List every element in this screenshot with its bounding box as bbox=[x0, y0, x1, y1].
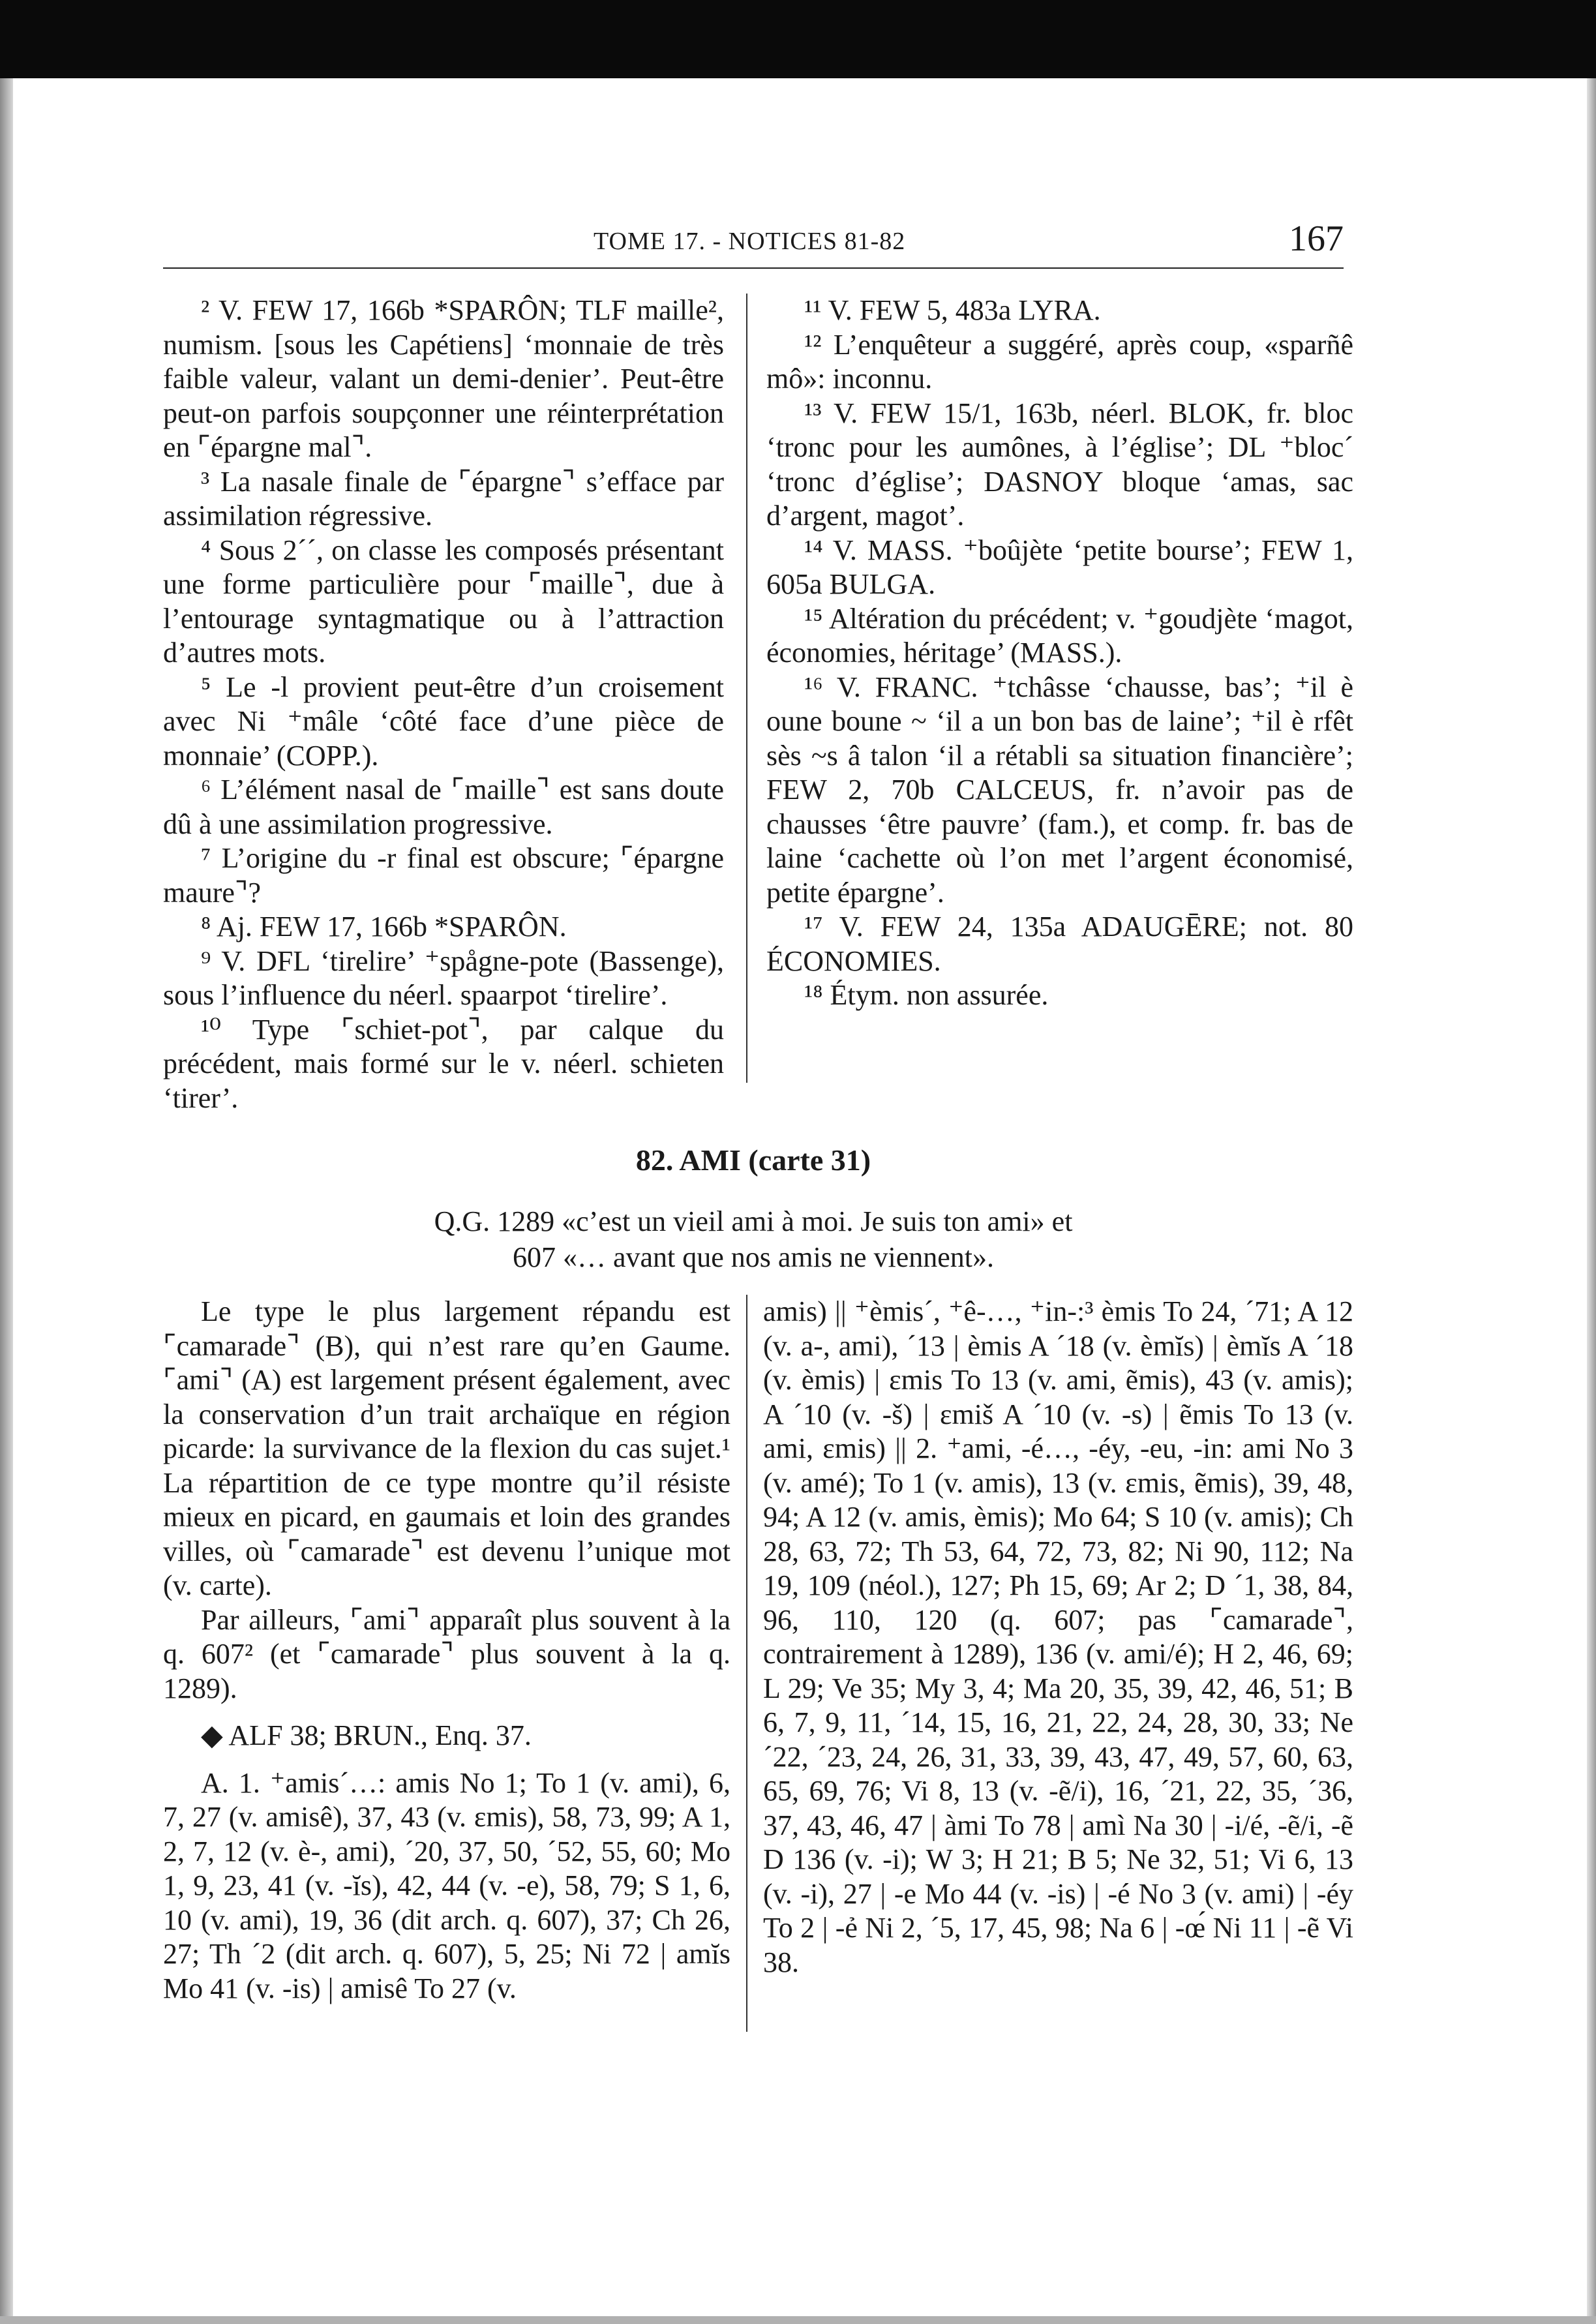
page-header bbox=[163, 215, 1344, 269]
page-number: 167 bbox=[1289, 219, 1344, 259]
footnote: ² V. FEW 17, 166b *SPARÔN; TLF maille², numism. [sous les Capétiens] ‘monnaie de très faible valeur, valant un demi-denier’. Peut-être peut-on parfois soupçonner une réinterprétation en ⌜épargne mal⌝. bbox=[163, 294, 724, 463]
footnote: ¹⁸ Étym. non assurée. bbox=[804, 979, 1049, 1011]
footnotes-left-column bbox=[163, 294, 724, 1115]
section-questions bbox=[163, 1203, 1344, 1275]
footnote: ¹⁴ V. MASS. ⁺boûjète ‘petite bourse’; FEW 1, 605a BULGA. bbox=[766, 534, 1353, 600]
footnote: ¹¹ V. FEW 5, 483a LYRA. bbox=[804, 294, 1101, 326]
running-title: TOME 17. - NOTICES 81-82 bbox=[594, 228, 906, 255]
questions-line: 607 «… avant que nos amis ne viennent». bbox=[512, 1241, 995, 1273]
footnote: ⁶ L’élément nasal de ⌜maille⌝ est sans doute dû à une assimilation progressive. bbox=[163, 774, 724, 840]
column-divider bbox=[746, 1295, 747, 2032]
body-paragraph: amis) || ⁺èmis´, ⁺ê-…, ⁺in-:³ èmis To 24, ´71; A 12 (v. a-, ami), ´13 | èmis A ´18 (v. èmĭs) | èmĭs A ´18 (v. èmis) | ɛmis To 13 (v. ami, ẽmis), 43 (v. amis); A ´10 (v. -š) | ɛmiš A ´10 (v. -s) | ẽmis To 13 (v. ami, ɛmis) || 2. ⁺ami, -é…, -éy, -eu, -in: ami No 3 (v. amé); To 1 (v. amis), 13 (v. ɛmis, ẽmis), 39, 48, 94; A 12 (v. amis, èmis); Mo 64; S 10 (v. amis); Ch 28, 63, 72; Th 53, 64, 72, 73, 82; Ni 90, 112; Na 19, 109 (néol.), 127; Ph 15, 69; Ar 2; D ´1, 38, 84, 96, 110, 120 (q. 607; pas ⌜camarade⌝, contrairement à 1289), 136 (v. ami/é); H 2, 46, 69; L 29; Ve 35; My 3, 4; Ma 20, 35, 39, 42, 46, 51; B 6, 7, 9, 11, ´14, 15, 16, 21, 22, 24, 28, 30, 33; Ne ´22, ´23, 24, 26, 31, 33, 39, 43, 47, 49, 57, 60, 63, 65, 69, 76; Vi 8, 13 (v. -ẽ/i), 16, ´21, 22, 35, ´36, 37, 43, 46, 47 | àmi To 78 | amì Na 30 | -i/é, -ẽ/i, -ẽ D 136 (v. -i); W 3; H 21; B 5; Ne 32, 51; Vi 6, 13 (v. -i), 27 | -e Mo 44 (v. -is) | -é No 3 (v. ami) | -éy To 2 | -ẻ Ni 2, ´5, 17, 45, 98; Na 6 | -œ́ Ni 11 | -ẽ Vi 38. bbox=[763, 1295, 1353, 1978]
scan-top-border bbox=[0, 0, 1596, 78]
footnote: ¹⁷ V. FEW 24, 135a ADAUGĒRE; not. 80 ÉCONOMIES. bbox=[766, 911, 1353, 977]
references-line: ◆ ALF 38; BRUN., Enq. 37. bbox=[201, 1719, 532, 1751]
footnote: ¹² L’enquêteur a suggéré, après coup, «sparñê mô»: inconnu. bbox=[766, 328, 1353, 395]
column-divider bbox=[746, 294, 747, 1083]
footnote: ⁵ Le -l provient peut-être d’un croisement avec Ni ⁺mâle ‘côté face d’une pièce de monnaie’ (COPP.). bbox=[163, 671, 724, 772]
body-paragraph: Par ailleurs, ⌜ami⌝ apparaît plus souvent à la q. 607² (et ⌜camarade⌝ plus souvent à la q. 1289). bbox=[163, 1603, 730, 1704]
footnote: ⁹ V. DFL ‘tirelire’ ⁺spågne-pote (Bassenge), sous l’influence du néerl. spaarpot ‘tirelire’. bbox=[163, 944, 724, 1011]
footnotes-right-column bbox=[766, 294, 1353, 1013]
footnote: ⁴ Sous 2´´, on classe les composés présentant une forme particulière pour ⌜maille⌝, due à l’entourage syntagmatique ou à l’attraction d’autres mots. bbox=[163, 534, 724, 669]
questions-line: Q.G. 1289 «c’est un vieil ami à moi. Je suis ton ami» et bbox=[434, 1205, 1073, 1237]
scan-left-edge bbox=[0, 78, 13, 2324]
scan-bottom-edge bbox=[0, 2316, 1596, 2324]
footnote: ⁸ Aj. FEW 17, 166b *SPARÔN. bbox=[201, 911, 567, 943]
section-title: 82. AMI (carte 31) bbox=[635, 1143, 871, 1177]
footnote: ¹⁰ Type ⌜schiet-pot⌝, par calque du précédent, mais formé sur le v. néerl. schieten ‘tirer’. bbox=[163, 1013, 724, 1114]
footnote: ⁷ L’origine du -r final est obscure; ⌜épargne maure⌝? bbox=[163, 842, 724, 909]
body-right-column bbox=[763, 1295, 1353, 1980]
body-paragraph: Le type le plus largement répandu est ⌜camarade⌝ (B), qui n’est rare qu’en Gaume. ⌜ami⌝ (A) est largement présent également, avec la conservation d’un trait archaïque en région picarde: la survivance de la flexion du cas sujet.¹ La répartition de ce type montre qu’il résiste mieux en picard, en gaumais et loin des grandes villes, où ⌜camarade⌝ est devenu l’unique mot (v. carte). bbox=[163, 1295, 730, 1601]
body-paragraph: A. 1. ⁺amis´…: amis No 1; To 1 (v. ami), 6, 7, 27 (v. amisê), 37, 43 (v. ɛmis), 58, 73, 99; A 1, 2, 7, 12 (v. è-, ami), ´20, 37, 50, ´52, 55, 60; Mo 1, 9, 23, 41 (v. -ĭs), 42, 44 (v. -e), 58, 79; S 1, 6, 10 (v. ami), 19, 36 (dit arch. q. 607), 37; Ch 26, 27; Th ´2 (dit arch. q. 607), 5, 25; Ni 72 | amĭs Mo 41 (v. -is) | amisê To 27 (v. bbox=[163, 1766, 730, 2004]
footnote: ³ La nasale finale de ⌜épargne⌝ s’efface par assimilation régressive. bbox=[163, 465, 724, 532]
scan-right-edge bbox=[1587, 78, 1596, 2324]
footnote: ¹³ V. FEW 15/1, 163b, néerl. BLOK, fr. bloc ‘tronc pour les aumônes, à l’église’; DL ⁺bloc´ ‘tronc d’église’; DASNOY bloque ‘amas, sac d’argent, magot’. bbox=[766, 397, 1353, 532]
body-left-column bbox=[163, 1295, 730, 2006]
footnote: ¹⁶ V. FRANC. ⁺tchâsse ‘chausse, bas’; ⁺il è oune boune ~ ‘il a un bon bas de laine’; ⁺il è rfêt sès ~s â talon ‘il a rétabli sa situation financière’; FEW 2, 70b CALCEUS, fr. n’avoir pas de chausses ‘être pauvre’ (fam.), et comp. fr. bas de laine ‘cachette où l’on met l’argent économisé, petite épargne’. bbox=[766, 671, 1353, 909]
footnote: ¹⁵ Altération du précédent; v. ⁺goudjète ‘magot, économies, héritage’ (MASS.). bbox=[766, 602, 1353, 669]
